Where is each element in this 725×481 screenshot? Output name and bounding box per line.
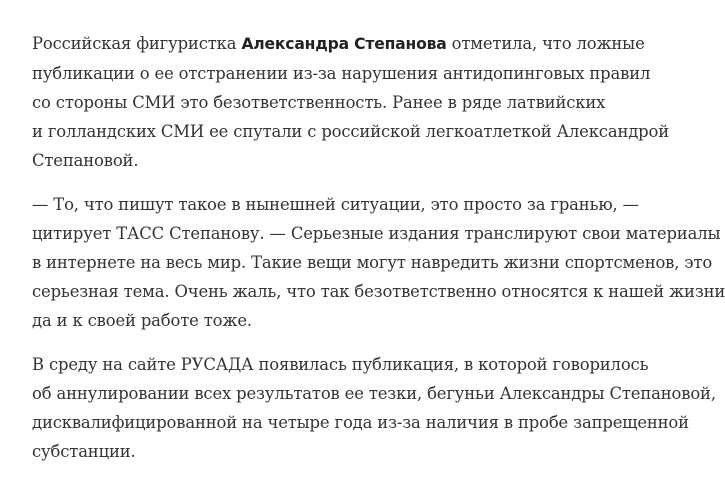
athlete-name-bold: Александра Степанова [241,35,447,53]
text-line: В среду на сайте РУСАДА появилась публикация, в которой говорилось [32,355,649,374]
paragraph-3 [32,350,722,466]
text-line [32,29,722,59]
text-segment: Российская фигуристка [32,34,242,53]
text-line: субстанции. [32,442,136,461]
text-line: об аннулировании всех результатов ее тезки, бегуньи Александры Степановой, [32,384,716,403]
text-line: со стороны СМИ это безответственность. Ранее в ряде латвийских [32,93,606,112]
text-line: — То, что пишут такое в нынешней ситуации, это просто за гранью, — [32,195,639,214]
paragraph-1 [32,29,722,175]
text-line: серьезная тема. Очень жаль, что так безответственно относятся к нашей жизни [32,282,725,301]
text-line: Степановой. [32,151,139,170]
text-line: в интернете на весь мир. Такие вещи могут навредить жизни спортсменов, это [32,253,713,272]
text-line: публикации о ее отстранении из-за нарушения антидопинговых правил [32,64,651,83]
article-body [32,29,725,481]
text-segment: отметила, что ложные [446,34,645,53]
text-line: да и к своей работе тоже. [32,311,252,330]
text-line: цитирует ТАСС Степанову. — Серьезные издания транслируют свои материалы [32,224,721,243]
text-line: и голландских СМИ ее спутали с российской легкоатлеткой Александрой [32,122,670,141]
paragraph-2 [32,190,725,335]
text-line: дисквалифицированной на четыре года из-за наличия в пробе запрещенной [32,413,689,432]
